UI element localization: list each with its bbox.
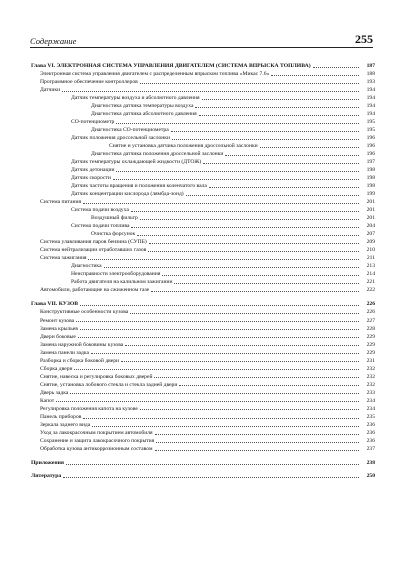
toc-entry-label: Капот [40,397,55,404]
toc-entry-label: Датчик скорости [71,175,111,182]
toc-entry-page: 201 [366,207,375,214]
toc-entry-page: 233 [366,389,375,396]
toc-entry-page: 194 [366,111,375,118]
toc-entry [31,421,375,429]
toc-entry [31,166,375,174]
toc-entry-page: 232 [366,381,375,388]
toc-entry-page: 238 [366,459,375,466]
toc-entry [31,222,375,230]
toc-entry-label: Двери боковые [40,333,76,340]
toc-entry-page: 193 [366,79,375,86]
dot-leader [125,344,359,346]
toc-entry-label: Датчик частоты вращения и положения коленчатого вала [71,183,207,190]
toc-entry-page: 198 [366,183,375,190]
toc-entry-label: Диагностика датчика температуры воздуха [91,103,194,110]
dot-leader [154,376,359,378]
toc-entry-label: Датчик концентрации кислорода (лямбда-зонд) [71,191,184,198]
dot-leader [80,304,359,306]
dot-leader [151,290,359,292]
dot-leader [140,408,359,410]
toc-entry-page: 222 [366,287,375,294]
toc-entry [31,373,375,381]
dot-leader [140,218,359,220]
toc-entry [31,174,375,182]
dot-leader [225,154,359,156]
toc-entry-page: 229 [366,333,375,340]
toc-entry-page: 198 [366,167,375,174]
toc-entry-page: 194 [366,103,375,110]
toc-entry-page: 213 [366,263,375,270]
toc-entry-page: 214 [366,271,375,278]
toc-entry [31,397,375,405]
toc-entry-label: Диагностика датчика абсолютного давления [91,111,197,118]
toc-entry [31,429,375,437]
page-header [30,30,373,54]
toc-entry-page: 211 [366,255,375,262]
dot-leader [172,138,359,140]
toc-entry-label: Приложения [31,459,64,466]
toc-entry [31,357,375,365]
toc-entry-label: Система подачи топлива [71,223,130,230]
toc-entry-page: 194 [366,95,375,102]
toc-entry [31,270,375,278]
header-rule [30,47,373,48]
toc-entry [31,142,375,150]
toc-entry [31,278,375,286]
toc-entry [31,118,375,126]
toc-entry-label: Электронная система управления двигателем с распределенным впрыском топлива «Микас 7.6» [40,71,270,78]
toc-entry-page: 235 [366,413,375,420]
toc-entry-page: 228 [366,325,375,332]
toc-entry-label: Система улавливания паров бензина (СУПБ) [40,239,147,246]
toc-entry-page: 227 [366,317,375,324]
dot-leader [62,90,359,92]
toc-entry-page: 231 [366,357,375,364]
toc-entry [31,110,375,118]
toc-entry-page: 196 [366,135,375,142]
toc-entry-label: Уход за лакокрасочным покрытием автомобиля [40,429,153,436]
toc-entry-label: Обработка кузова антикоррозионным составом [40,445,153,452]
toc-entry-page: 194 [366,87,375,94]
toc-entry-label: Снятие, навеска и регулировка боковых дверей [40,373,153,380]
dot-leader [209,186,359,188]
toc-entry-page: 207 [366,231,375,238]
toc-entry [31,230,375,238]
dot-leader [74,368,359,370]
toc-entry-label: Датчик детонации [71,167,115,174]
dot-leader [260,146,359,148]
toc-entry [31,437,375,445]
toc-entry-label: Снятие и установка датчика положения дроссельной заслонки [109,143,258,150]
toc-entry-label: Замена наружной боковины кузова [40,341,124,348]
toc-entry-page: 236 [366,421,375,428]
page-number: 255 [355,32,373,46]
toc-entry-label: Система нейтрализации отработавших газов [40,247,147,254]
toc-entry-label: Сохранение и защита лакокрасочного покрытия [40,437,155,444]
dot-leader [113,178,359,180]
toc-entry-label: Система зажигания [40,255,87,262]
toc-entry-page: 236 [366,437,375,444]
toc-entry-page: 209 [366,239,375,246]
toc-entry-label: Система подачи воздуха [71,207,129,214]
toc-entry [31,341,375,349]
toc-entry-page: 198 [366,175,375,182]
running-title: Содержание [30,36,77,46]
dot-leader [179,384,359,386]
toc-entry-page: 204 [366,223,375,230]
toc-entry [31,325,375,333]
toc-entry-page: 201 [366,199,375,206]
toc-entry-label: Воздушный фильтр [91,215,138,222]
toc-entry-label: Зеркала заднего вида [40,421,91,428]
toc-entry [31,198,375,206]
dot-leader [83,417,359,419]
dot-leader [162,274,359,276]
dot-leader [202,98,359,100]
dot-leader [203,162,359,164]
dot-leader [171,130,359,132]
toc-entry-page: 232 [366,365,375,372]
dot-leader [271,74,359,76]
toc-entry-label: Диагностика датчика положения дроссельной заслонки [91,151,224,158]
toc-entry-page: 229 [366,341,375,348]
dot-leader [186,194,359,196]
toc-entry-label: Замена панели задка [40,349,89,356]
toc-entry [31,182,375,190]
toc-entry-label: Панель приборов [40,413,82,420]
toc-entry-label: Система питания [40,199,82,206]
dot-leader [130,312,359,314]
dot-leader [155,433,359,435]
toc-entry-label: Разборка и сборка боковой двери [40,357,120,364]
toc-entry-page: 250 [366,472,375,479]
toc-entry-page: 226 [366,309,375,316]
dot-leader [63,476,359,478]
toc-entry [31,126,375,134]
dot-leader [174,282,359,284]
toc-entry-label: Глава VII. КУЗОВ [31,301,79,308]
toc-entry [31,405,375,413]
toc-entry-label: Датчик температуры охлаждающей жидкости (ДТОЖ) [71,159,202,166]
toc-entry-label: СО-потенциометр [71,119,115,126]
toc-entry [31,365,375,373]
toc-entry-page: 196 [366,143,375,150]
toc-entry-page: 234 [366,397,375,404]
toc-entry [31,286,375,294]
toc-entry-label: Диагностика СО-потенциометра [91,127,169,134]
toc-appendix [31,459,375,467]
toc-entry-page: 237 [366,445,375,452]
dot-leader [140,82,359,84]
table-of-contents [31,62,375,480]
toc-entry [31,206,375,214]
toc-entry [31,134,375,142]
dot-leader [116,122,359,124]
toc-entry-label: Снятие, установка лобового стекла и стекла задней двери [40,381,178,388]
toc-entry [31,254,375,262]
dot-leader [121,360,359,362]
dot-leader [313,66,359,68]
dot-leader [91,352,359,354]
toc-entry-page: 226 [366,301,375,308]
toc-entry-page: 232 [366,373,375,380]
dot-leader [92,425,359,427]
toc-entry-page: 195 [366,127,375,134]
toc-entry-label: Неисправности электрооборудования [71,271,161,278]
dot-leader [149,242,359,244]
toc-entry [31,246,375,254]
dot-leader [78,336,359,338]
toc-chapter-6 [31,62,375,70]
toc-entry-page: 187 [366,63,375,70]
toc-chapter-7 [31,300,375,308]
toc-entry [31,78,375,86]
dot-leader [137,234,359,236]
toc-entry [31,308,375,316]
toc-entry-label: Датчик положения дроссельной заслонки [71,135,171,142]
toc-entry-label: Конструктивные особенности кузова [40,309,129,316]
dot-leader [56,400,359,402]
dot-leader [88,258,359,260]
toc-entry [31,238,375,246]
toc-entry [31,94,375,102]
toc-entry [31,445,375,453]
dot-leader [104,266,359,268]
dot-leader [83,202,359,204]
dot-leader [80,328,359,330]
dot-leader [76,320,359,322]
toc-entry-label: Очистка форсунок [91,231,136,238]
toc-entry-label: Программное обеспечение контроллеров [40,79,138,86]
toc-entry-page: 236 [366,429,375,436]
dot-leader [148,250,359,252]
dot-leader [155,449,360,451]
toc-entry-page: 229 [366,349,375,356]
dot-leader [195,106,359,108]
toc-entry-label: Дверь задка [40,389,69,396]
dot-leader [156,441,359,443]
toc-entry-page: 201 [366,215,375,222]
toc-entry-label: Датчики [40,87,61,94]
toc-entry [31,262,375,270]
toc-entry [31,150,375,158]
toc-entry-label: Глава VI. ЭЛЕКТРОННАЯ СИСТЕМА УПРАВЛЕНИЯ ДВИГАТЕЛЕМ (СИСТЕМА ВПРЫСКА ТОПЛИВА) [31,63,311,70]
dot-leader [131,210,359,212]
dot-leader [199,114,359,116]
toc-entry [31,214,375,222]
toc-entry-label: Замена крыльев [40,325,78,332]
toc-entry [31,333,375,341]
toc-entry-label: Сборка двери [40,365,73,372]
toc-entry-page: 199 [366,191,375,198]
toc-entry [31,102,375,110]
toc-entry-label: Датчик температуры воздуха и абсолютного давления [71,95,200,102]
toc-entry-label: Регулировка положения капота на кузове [40,405,138,412]
toc-entry-label: Диагностика [71,263,102,270]
toc-entry [31,349,375,357]
toc-entry-page: 188 [366,71,375,78]
toc-entry [31,381,375,389]
toc-entry-label: Литература [31,472,62,479]
toc-entry [31,158,375,166]
toc-entry [31,70,375,78]
toc-entry-page: 196 [366,151,375,158]
toc-entry [31,413,375,421]
dot-leader [116,170,359,172]
toc-entry-page: 210 [366,247,375,254]
dot-leader [131,226,359,228]
toc-entry-page: 195 [366,119,375,126]
toc-entry-page: 234 [366,405,375,412]
toc-entry [31,389,375,397]
toc-entry-label: Ремонт кузова [40,317,75,324]
toc-entry-page: 221 [366,279,375,286]
toc-entry [31,190,375,198]
toc-entry-label: Автомобили, работающие на сжиженном газе [40,287,150,294]
dot-leader [66,463,359,465]
toc-entry-page: 197 [366,159,375,166]
toc-literature [31,472,375,480]
dot-leader [70,392,359,394]
toc-entry-label: Работа двигателя на калильном зажигании [71,279,173,286]
toc-entry [31,86,375,94]
toc-entry [31,316,375,324]
